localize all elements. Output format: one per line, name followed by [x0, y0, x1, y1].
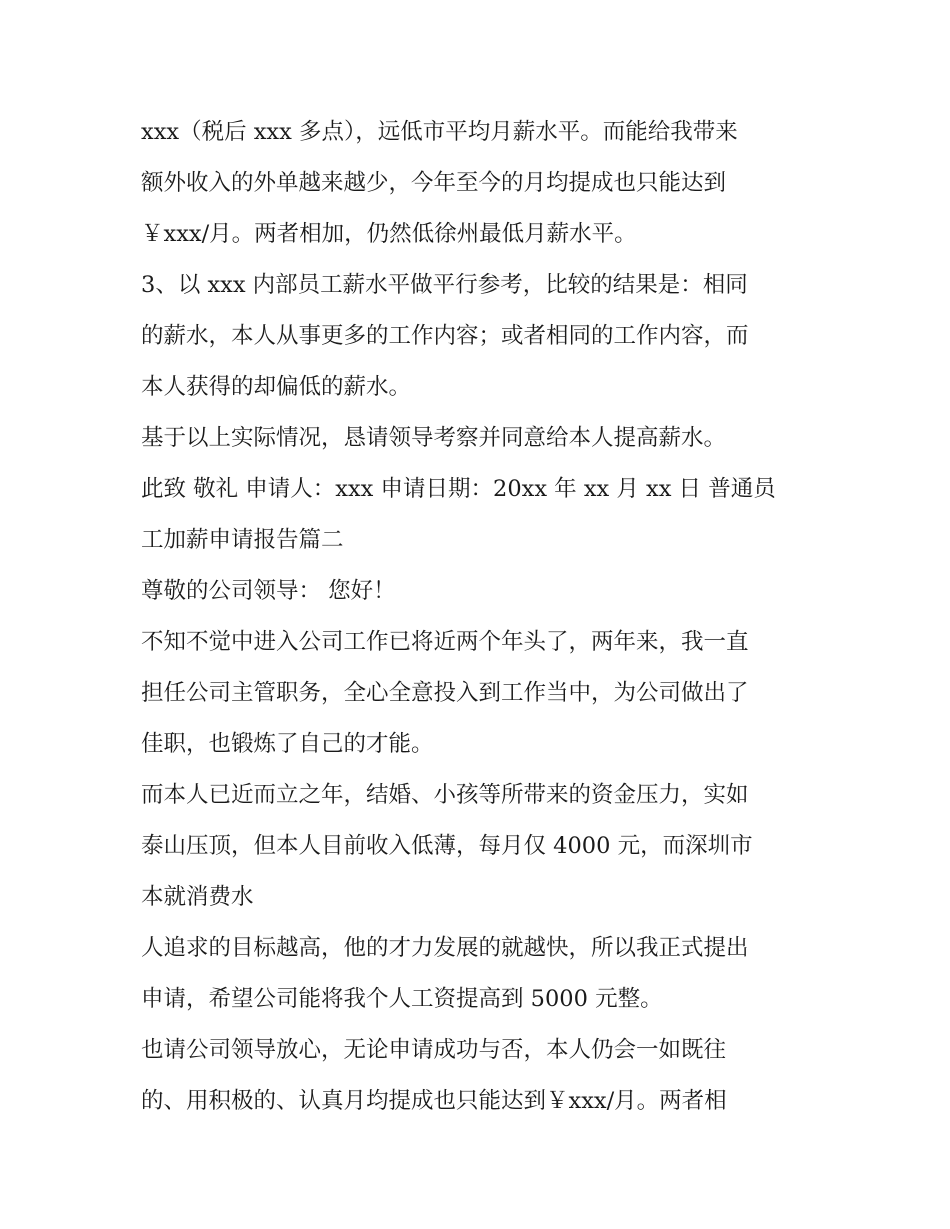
text-line: 的、用积极的、认真月均提成也只能达到￥xxx/月。两者相 — [141, 1088, 727, 1114]
text-line: 担任公司主管职务，全心全意投入到工作当中，为公司做出了 — [141, 680, 749, 706]
text-line: 本人获得的却偏低的薪水。 — [141, 374, 412, 400]
text-line: 本就消费水 — [141, 884, 254, 910]
text-line: 3、以 xxx 内部员工薪水平做平行参考，比较的结果是：相同 — [141, 272, 748, 298]
text-line: 申请，希望公司能将我个人工资提高到 5000 元整。 — [141, 986, 663, 1012]
text-line: 也请公司领导放心，无论申请成功与否，本人仍会一如既往 — [141, 1037, 727, 1063]
section-title: 工加薪申请报告篇二 — [141, 527, 344, 553]
text-line: 人追求的目标越高，他的才力发展的就越快，所以我正式提出 — [141, 935, 749, 961]
text-line: 不知不觉中进入公司工作已将近两个年头了，两年来，我一直 — [141, 629, 749, 655]
salutation: 尊敬的公司领导： 您好！ — [141, 578, 396, 604]
text-line: 基于以上实际情况，恳请领导考察并同意给本人提高薪水。 — [141, 425, 727, 451]
text-line: 额外收入的外单越来越少，今年至今的月均提成也只能达到 — [141, 170, 727, 196]
document-body — [141, 110, 821, 1130]
text-line: 而本人已近而立之年，结婚、小孩等所带来的资金压力，实如 — [141, 782, 749, 808]
text-line: 泰山压顶，但本人目前收入低薄，每月仅 4000 元，而深圳市 — [141, 833, 753, 859]
text-line: 此致 敬礼 申请人：xxx 申请日期：20xx 年 xx 月 xx 日 普通员 — [141, 476, 776, 502]
text-line: 佳职，也锻炼了自己的才能。 — [141, 731, 434, 757]
text-line: ￥xxx/月。两者相加，仍然低徐州最低月薪水平。 — [141, 221, 637, 247]
text-line: 的薪水，本人从事更多的工作内容；或者相同的工作内容，而 — [141, 323, 749, 349]
text-line: xxx（税后 xxx 多点），远低市平均月薪水平。而能给我带来 — [141, 119, 738, 145]
